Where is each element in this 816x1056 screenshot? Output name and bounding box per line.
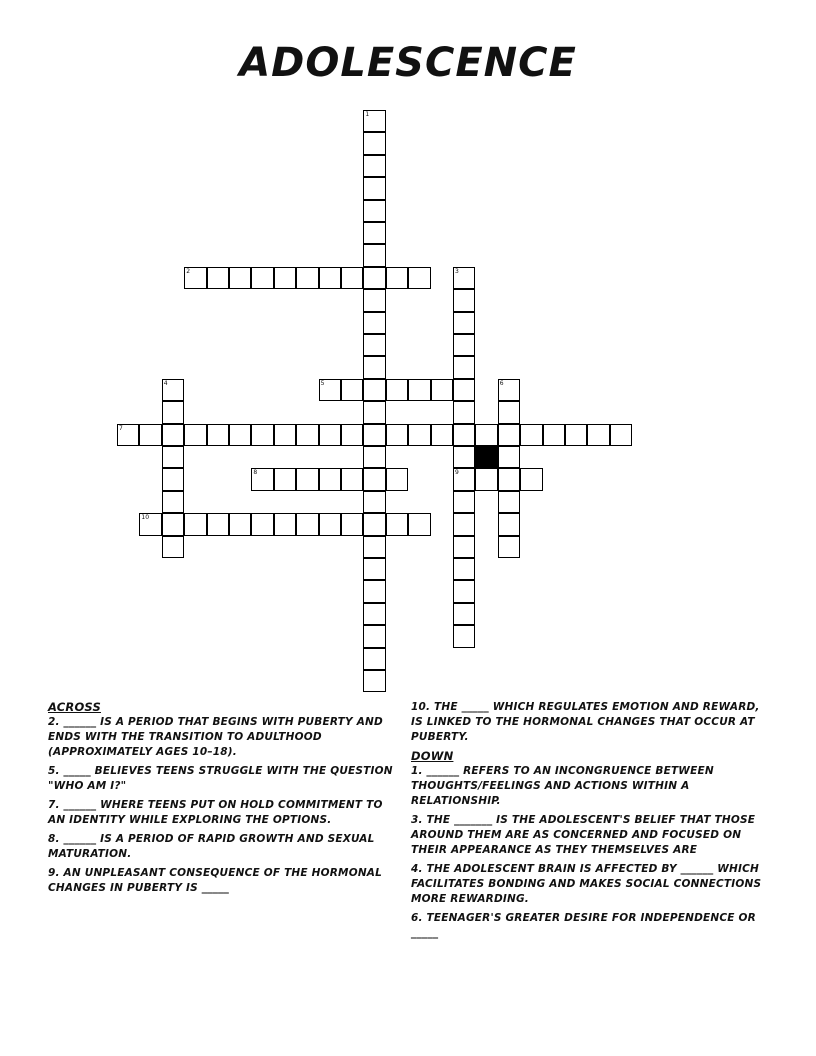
crossword-cell[interactable]: [363, 132, 385, 154]
crossword-cell[interactable]: [498, 401, 520, 423]
crossword-cell[interactable]: [363, 200, 385, 222]
crossword-cell[interactable]: [363, 312, 385, 334]
crossword-cell[interactable]: [296, 424, 318, 446]
clue-number: 3: [455, 267, 459, 275]
crossword-cell[interactable]: [319, 424, 341, 446]
crossword-cell[interactable]: [453, 424, 475, 446]
clue-number: 6: [499, 379, 504, 387]
crossword-cell[interactable]: [341, 424, 363, 446]
crossword-cell[interactable]: [251, 468, 273, 490]
crossword-cell[interactable]: [363, 580, 385, 602]
clue-number: 7: [119, 424, 123, 432]
clue-across-8: 8. ______ IS A PERIOD OF RAPID GROWTH AND SEXUAL MATURATION.: [48, 833, 375, 860]
clue-number: 4: [163, 379, 168, 387]
crossword-cell[interactable]: [498, 446, 520, 468]
crossword-cell[interactable]: [319, 379, 341, 401]
crossword-cell[interactable]: [453, 491, 475, 513]
crossword-cell[interactable]: [610, 424, 632, 446]
crossword-cell[interactable]: [341, 468, 363, 490]
crossword-cell[interactable]: [319, 513, 341, 535]
crossword-cell[interactable]: [296, 468, 318, 490]
clue-number: 9: [455, 469, 459, 477]
crossword-cell[interactable]: [453, 536, 475, 558]
crossword-cell[interactable]: [498, 513, 520, 535]
crossword-cell[interactable]: [184, 267, 206, 289]
crossword-cell[interactable]: [453, 446, 475, 468]
crossword-cell[interactable]: [498, 379, 520, 401]
crossword-cell[interactable]: [117, 424, 139, 446]
crossword-cell[interactable]: [453, 625, 475, 647]
crossword-cell[interactable]: [274, 267, 296, 289]
crossword-cell[interactable]: [453, 356, 475, 378]
crossword-cell[interactable]: [207, 424, 229, 446]
crossword-cell[interactable]: [363, 244, 385, 266]
clue-number: 8: [253, 469, 258, 477]
clue-number: 5: [320, 379, 325, 387]
crossword-cell[interactable]: [453, 580, 475, 602]
clue-across-2: 2. ______ IS A PERIOD THAT BEGINS WITH PUBERTY AND ENDS WITH THE TRANSITION TO ADULTHOOD (APPROXIMATELY AGES 10–18).: [48, 716, 383, 758]
crossword-cell[interactable]: [498, 536, 520, 558]
crossword-cell[interactable]: [162, 491, 184, 513]
crossword-cell[interactable]: [363, 379, 385, 401]
crossword-cell[interactable]: [543, 424, 565, 446]
clue-across-10: 10. THE _____ WHICH REGULATES EMOTION AND REWARD, IS LINKED TO THE HORMONAL CHANGES THAT OCCUR AT PUBERTY.: [411, 701, 760, 743]
crossword-cell[interactable]: [363, 222, 385, 244]
crossword-cell[interactable]: [587, 424, 609, 446]
crossword-cell[interactable]: [453, 334, 475, 356]
crossword-cell[interactable]: [319, 468, 341, 490]
crossword-cell[interactable]: [162, 468, 184, 490]
crossword-cell[interactable]: [139, 513, 161, 535]
crossword-cell[interactable]: [341, 379, 363, 401]
crossword-cell[interactable]: [453, 558, 475, 580]
clue-down-1: 1. ______ REFERS TO AN INCONGRUENCE BETWEEN THOUGHTS/FEELINGS AND ACTIONS WITHIN A RELATIONSHIP.: [411, 765, 714, 807]
crossword-cell[interactable]: [386, 379, 408, 401]
crossword-cell[interactable]: [386, 424, 408, 446]
crossword-cell[interactable]: [363, 468, 385, 490]
crossword-cell[interactable]: [229, 513, 251, 535]
crossword-cell[interactable]: [453, 603, 475, 625]
crossword-cell[interactable]: [498, 468, 520, 490]
crossword-cell[interactable]: [162, 536, 184, 558]
crossword-cell[interactable]: [184, 513, 206, 535]
clue-across-5: 5. _____ BELIEVES TEENS STRUGGLE WITH THE QUESTION "WHO AM I?": [48, 765, 393, 792]
crossword-cell[interactable]: [498, 424, 520, 446]
crossword-cell[interactable]: [341, 513, 363, 535]
clue-down-6: 6. TEENAGER'S GREATER DESIRE FOR INDEPENDENCE OR _____: [411, 912, 756, 939]
crossword-cell[interactable]: [363, 513, 385, 535]
crossword-cell[interactable]: [453, 379, 475, 401]
crossword-cell[interactable]: [386, 468, 408, 490]
crossword-cell[interactable]: [453, 401, 475, 423]
crossword-cell[interactable]: [520, 424, 542, 446]
crossword-cell[interactable]: [363, 625, 385, 647]
clue-number: 2: [186, 267, 191, 275]
crossword-cell[interactable]: [363, 446, 385, 468]
crossword-cell[interactable]: [408, 513, 430, 535]
crossword-cell[interactable]: [251, 267, 273, 289]
crossword-cell[interactable]: [453, 468, 475, 490]
crossword-cell[interactable]: [363, 177, 385, 199]
crossword-cell[interactable]: [453, 267, 475, 289]
crossword-cell[interactable]: [207, 513, 229, 535]
crossword-cell[interactable]: [431, 379, 453, 401]
crossword-cell[interactable]: [251, 424, 273, 446]
crossword-cell[interactable]: [475, 424, 497, 446]
crossword-cell[interactable]: [162, 401, 184, 423]
crossword-cell[interactable]: [386, 513, 408, 535]
crossword-cell[interactable]: [341, 267, 363, 289]
crossword-cell[interactable]: [184, 424, 206, 446]
crossword-cell[interactable]: [296, 267, 318, 289]
crossword-cell[interactable]: [363, 536, 385, 558]
crossword-cell[interactable]: [453, 312, 475, 334]
down-heading: DOWN: [411, 749, 454, 763]
crossword-cell[interactable]: [363, 267, 385, 289]
crossword-cell[interactable]: [162, 446, 184, 468]
crossword-cell[interactable]: [408, 379, 430, 401]
clue-across-7: 7. ______ WHERE TEENS PUT ON HOLD COMMITMENT TO AN IDENTITY WHILE EXPLORING THE OPTIONS.: [48, 799, 383, 826]
crossword-cell[interactable]: [319, 267, 341, 289]
crossword-cell[interactable]: [363, 334, 385, 356]
clues-column-right: [411, 700, 766, 945]
crossword-cell[interactable]: [274, 513, 296, 535]
crossword-cell[interactable]: [498, 491, 520, 513]
crossword-cell[interactable]: [296, 513, 318, 535]
crossword-cell[interactable]: [386, 267, 408, 289]
crossword-cell[interactable]: [431, 424, 453, 446]
crossword-cell[interactable]: [363, 155, 385, 177]
crossword-cell[interactable]: [363, 491, 385, 513]
crossword-cell[interactable]: [229, 267, 251, 289]
crossword-cell[interactable]: [229, 424, 251, 446]
crossword-cell[interactable]: [363, 289, 385, 311]
crossword-cell[interactable]: [251, 513, 273, 535]
across-heading: ACROSS: [48, 700, 101, 714]
crossword-cell[interactable]: [453, 513, 475, 535]
clue-across-9: 9. AN UNPLEASANT CONSEQUENCE OF THE HORMONAL CHANGES IN PUBERTY IS _____: [48, 867, 383, 894]
crossword-cell[interactable]: [274, 468, 296, 490]
crossword-cell[interactable]: [363, 670, 385, 692]
crossword-cell[interactable]: [363, 356, 385, 378]
crossword-cell[interactable]: [162, 379, 184, 401]
crossword-cell[interactable]: [475, 468, 497, 490]
crossword-cell[interactable]: [363, 648, 385, 670]
clue-down-4: 4. THE ADOLESCENT BRAIN IS AFFECTED BY ______ WHICH FACILITATES BONDING AND MAKES SOCIAL CONNECTIONS MORE REWARDING.: [411, 863, 762, 905]
crossword-cell[interactable]: [453, 289, 475, 311]
crossword-cell[interactable]: [363, 110, 385, 132]
crossword-cell[interactable]: [162, 513, 184, 535]
crossword-cell[interactable]: [408, 267, 430, 289]
page-title: ADOLESCENCE: [239, 40, 577, 86]
clues-column-left: [48, 700, 393, 900]
crossword-cell[interactable]: [363, 603, 385, 625]
clue-number: 10: [141, 514, 150, 522]
clue-number: 1: [365, 111, 370, 118]
crossword-cell[interactable]: [162, 424, 184, 446]
crossword-cell[interactable]: [408, 424, 430, 446]
crossword-cell[interactable]: [565, 424, 587, 446]
crossword-black-cell: [475, 446, 497, 468]
crossword-cell[interactable]: [363, 424, 385, 446]
crossword-cell[interactable]: [363, 401, 385, 423]
crossword-cell[interactable]: [363, 558, 385, 580]
crossword-cell[interactable]: [207, 267, 229, 289]
clue-down-3: 3. THE _______ IS THE ADOLESCENT'S BELIEF THAT THOSE AROUND THEM ARE AS CONCERNED AND FOCUSED ON THEIR APPEARANCE AS THEY THEMSELVES ARE: [411, 814, 756, 856]
crossword-cell[interactable]: [520, 468, 542, 490]
crossword-cell[interactable]: [274, 424, 296, 446]
crossword-cell[interactable]: [139, 424, 161, 446]
